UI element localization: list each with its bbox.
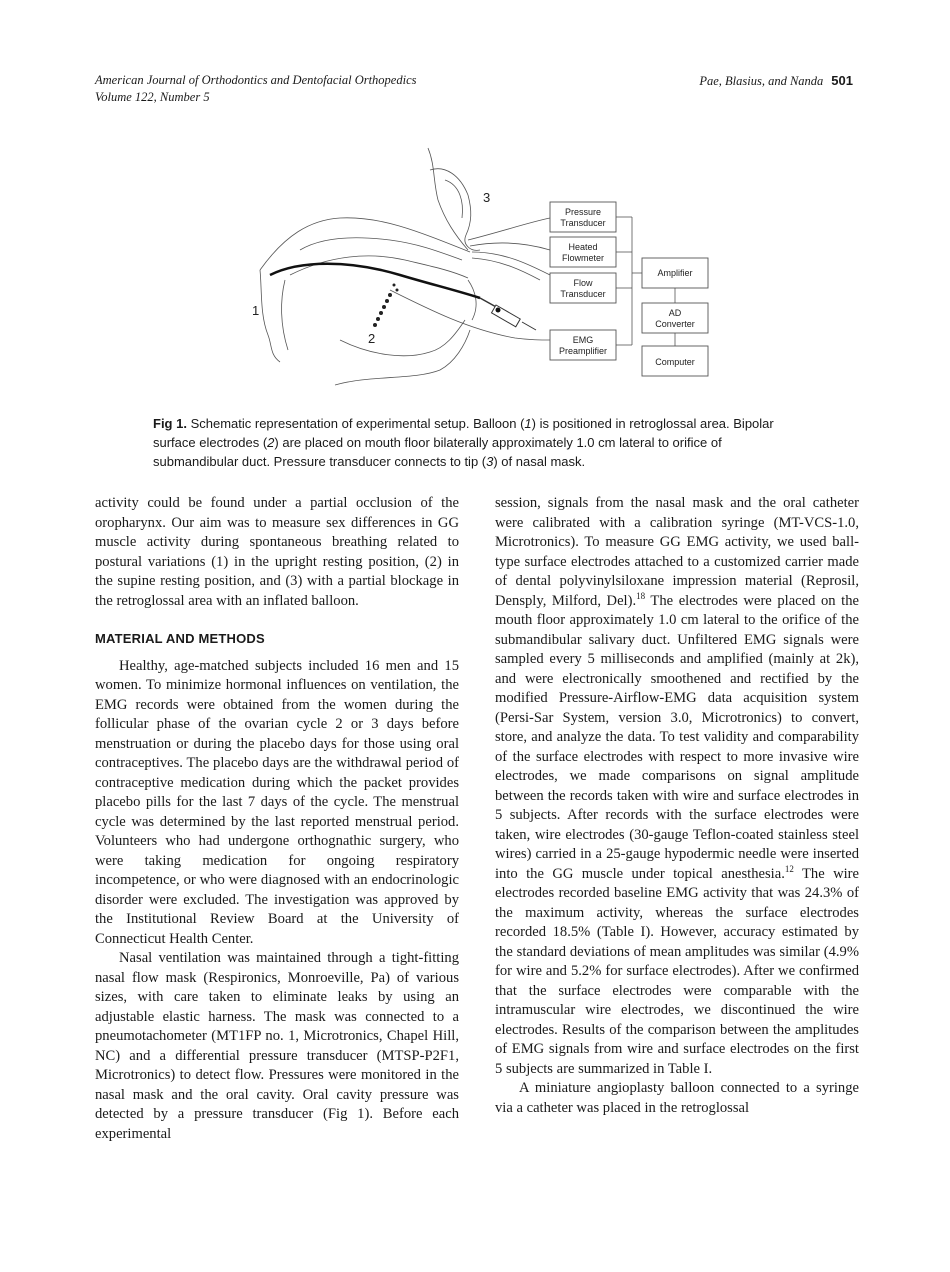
figure-1-schematic [240,140,720,395]
tube-flowmeter [470,243,550,250]
box-amplifier: Amplifier [657,268,693,278]
marker-2: 2 [368,331,376,346]
marker-1: 1 [252,303,260,318]
tongue-base [282,280,288,350]
box-emg-line2: Preamplifier [558,346,608,356]
tube-pressure [468,218,550,240]
caption-text-1: Schematic representation of experimental setup. Balloon ( [186,416,525,431]
calibration-text-3: The wire electrodes recorded baseline EMG activity that was 24.3% of the maximum activity, whereas the surface electrodes recorded 18.5% (Table I). However, accuracy estimated by the standard deviations of mean amplitudes was similar (4.9% for wire and 5.2% for surface electrodes). After we confirmed that the surface electrodes were comparable with the intramuscular wire electrodes, we discontinued the wire electrodes. Results of the comparison between the amplitudes of EMG signals from wire and surface electrodes on the first 5 subjects are summarized in Table I. [495,865,859,1077]
figure-caption [153,414,803,471]
head-profile [260,148,552,385]
box-flowmeter-line1: Heated [568,242,598,252]
lip-line [468,280,476,320]
palate-line [260,218,470,270]
chin-line [335,330,470,385]
tube-flow-2 [472,258,540,280]
pharynx-wall [260,270,280,362]
box-pressure-line1: Pressure [564,207,602,217]
paragraph-calibration [495,494,859,1079]
left-column [95,494,459,1144]
balloon-catheter [270,264,480,298]
syringe [480,298,536,330]
box-ad-line2: Converter [655,319,695,329]
caption-text-3: ) are placed on mouth floor bilaterally approximately 1.0 cm lateral to orifice of submandibular duct. Pressure transducer connects to tip ( [153,435,722,469]
caption-label: Fig 1. [153,416,187,431]
running-authors: Pae, Blasius, and Nanda [699,74,824,88]
caption-ref-3: 3 [486,454,494,469]
surface-electrodes [373,284,399,328]
emg-lead [390,290,552,340]
mouth-floor [340,320,465,356]
section-heading: MATERIAL AND METHODS [95,631,265,646]
running-header-right [699,72,853,90]
tube-flow [472,252,550,275]
box-pressure-line2: Transducer [560,218,606,228]
paragraph-subjects: Healthy, age-matched subjects included 16 men and 15 women. To minimize hormonal influences on ventilation, the EMG records were obtained from the women during the follicular phase of the ovarian cycle 2 or 3 days before menstruation or during the placebo days for those using oral contraceptives. The placebo days are the withdrawal period of contraceptive medication during which the packet provides placebo pills for the last 7 days of the cycle. The menstrual cycle was determined by the last reported menstrual period. Volunteers who had undergone orthognathic surgery, who were taking medication for ongoing respiratory incompetence, or who were diagnosed with an endocrinologic disorder were excluded. The investigation was approved by the Institutional Review Board at the University of Connecticut Health Center. [95,657,459,947]
box-flow-line1: Flow [573,278,593,288]
caption-text-4: ) of nasal mask. [493,454,586,469]
calibration-text-2: The electrodes were placed on the mouth floor approximately 1.0 cm lateral to the orifice of the submandibular salivary duct. Unfiltered EMG signals were sampled every 5 milliseconds and amplified (mainly at 2k), and were electronically smoothened and rectified by the modified Pressure-Airflow-EMG data acquisition system (Persi-Sar System, version 3.0, Microtronics) to convert, store, and analyze the data. To test validity and comparability of the surface electrodes with respect to more invasive wire electrodes, we made comparisons on signal amplitude between the records taken with wire and surface electrodes in 5 subjects. After records with the surface electrodes were taken, wire electrodes (30-gauge Teflon-coated stainless steel wires) carried in a 25-gauge hypodermic needle were inserted into the GG muscle under topical anesthesia. [495,592,860,882]
box-computer: Computer [655,357,695,367]
journal-volume: Volume 122, Number 5 [95,90,210,104]
right-column [495,494,859,1118]
caption-ref-2: 2 [267,435,275,450]
paragraph-intro-end: activity could be found under a partial occlusion of the oropharynx. Our aim was to measure sex differences in GG muscle activity during spontaneous breathing related to postural variations (1) in the upright resting position, (2) in the supine resting position, and (3) with a partial blockage in the retroglossal area with an inflated balloon. [95,495,459,609]
running-header-left [95,72,417,106]
nasal-mask-outline [430,169,480,251]
caption-ref-1: 1 [524,416,532,431]
paragraph-ventilation: Nasal ventilation was maintained through a tight-fitting nasal flow mask (Respironics, Monroeville, Pa) of various sizes, with care taken to eliminate leaks by using an adjustable elastic harness. The mask was connected to a pneumotachometer (MT1FP no. 1, Microtronics, Chapel Hill, NC) and a differential pressure transducer (MTSP-P2F1, Microtronics) to detect flow. Pressures were monitored in the nasal mask and the oral cavity. Oral cavity pressure was detected by a pressure transducer (Fig 1). Before each experimental [95,950,459,1142]
setup-diagram [240,140,720,395]
paragraph-balloon: A miniature angioplasty balloon connected to a syringe via a catheter was placed in the retroglossal [495,1080,859,1116]
ref-18: 18 [636,590,646,601]
ref-12: 12 [784,863,794,874]
marker-3: 3 [483,190,491,205]
mask-inner [445,180,462,218]
box-emg-line1: EMG [572,335,594,345]
box-ad-line1: AD [668,308,682,318]
calibration-text-1: session, signals from the nasal mask and the oral catheter were calibrated with a calibration syringe (MT-VCS-1.0, Microtronics). To measure GG EMG activity, we used ball-type surface electrodes attached to a customized carrier made of dental polyvinylsiloxane impression material (Reprosil, Densply, Milford, Del). [495,495,859,609]
box-flow-line2: Transducer [560,289,606,299]
box-flowmeter-line2: Flowmeter [561,253,605,263]
page-number: 501 [831,73,853,88]
caption-text-2: ) is positioned in retroglossal area. Bipolar surface electrodes ( [153,416,774,450]
tongue-dorsum [290,256,468,278]
forehead-line [428,148,468,250]
journal-title: American Journal of Orthodontics and Dentofacial Orthopedics [95,73,417,87]
